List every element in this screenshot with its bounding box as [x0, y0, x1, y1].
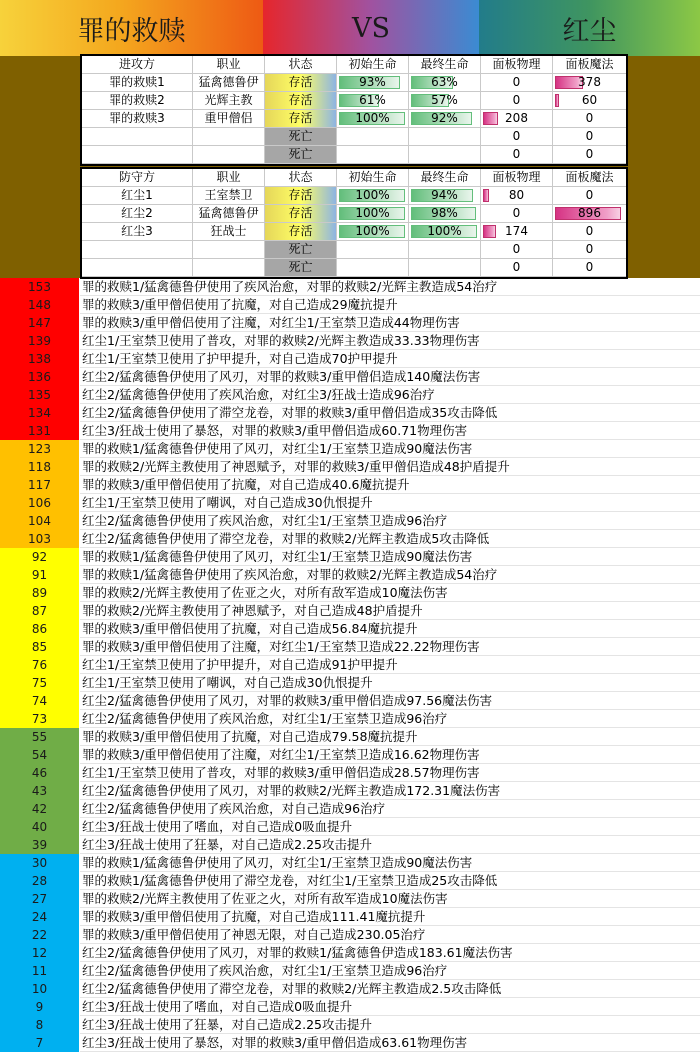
final-hp-value: 94% — [431, 188, 458, 202]
defense-table-header-cell: 最终生命 — [409, 169, 481, 187]
log-entry — [0, 746, 700, 764]
unit-class: 王室禁卫 — [193, 187, 265, 205]
attack-table-header-cell: 最终生命 — [409, 56, 481, 74]
defense-table-header-cell: 初始生命 — [337, 169, 409, 187]
initial-hp-value: 100% — [355, 111, 390, 125]
attack-table-row — [82, 146, 626, 164]
attack-table-header-cell: 进攻方 — [82, 56, 193, 74]
unit-name: 红尘2 — [82, 205, 193, 223]
log-text: 红尘1/王室禁卫使用了护甲提升，对自己造成70护甲提升 — [80, 350, 700, 368]
log-entry — [0, 638, 700, 656]
log-text: 罪的救赎1/猛禽德鲁伊使用了风刃，对红尘1/王室禁卫造成90魔法伤害 — [80, 440, 700, 458]
log-turn-number: 46 — [0, 764, 79, 782]
defense-table-header-cell: 状态 — [265, 169, 337, 187]
log-entry — [0, 314, 700, 332]
panel-physical — [481, 187, 553, 205]
initial-hp — [337, 241, 409, 259]
attack-table-header-cell: 初始生命 — [337, 56, 409, 74]
log-turn-number: 117 — [0, 476, 79, 494]
unit-name: 红尘1 — [82, 187, 193, 205]
panel-physical — [481, 241, 553, 259]
attacker-team-title: 罪的救赎 — [0, 0, 263, 56]
panel-physical — [481, 259, 553, 277]
log-text: 红尘2/猛禽德鲁伊使用了疾风治愈，对红尘1/王室禁卫造成96治疗 — [80, 710, 700, 728]
log-text: 红尘2/猛禽德鲁伊使用了风刃，对罪的救赎2/光辉主教造成172.31魔法伤害 — [80, 782, 700, 800]
defense-table-row — [82, 205, 626, 223]
log-turn-number: 42 — [0, 800, 79, 818]
final-hp — [409, 146, 481, 164]
log-text: 红尘1/王室禁卫使用了嘲讽，对自己造成30仇恨提升 — [80, 494, 700, 512]
log-turn-number: 136 — [0, 368, 79, 386]
log-entry — [0, 728, 700, 746]
unit-name: 罪的救赎3 — [82, 110, 193, 128]
initial-hp — [337, 259, 409, 277]
log-turn-number: 8 — [0, 1016, 79, 1034]
log-turn-number: 30 — [0, 854, 79, 872]
panel-magic-value: 0 — [585, 111, 594, 125]
unit-status: 存活 — [265, 187, 337, 205]
panel-physical-value: 0 — [512, 242, 521, 256]
attack-table-row — [82, 74, 626, 92]
panel-magic-value: 0 — [585, 242, 594, 256]
log-text: 红尘2/猛禽德鲁伊使用了滞空龙卷，对罪的救赎2/光辉主教造成5攻击降低 — [80, 530, 700, 548]
log-turn-number: 103 — [0, 530, 79, 548]
battle-header — [0, 0, 700, 56]
panel-physical-bar — [483, 112, 498, 125]
log-turn-number: 40 — [0, 818, 79, 836]
log-turn-number: 131 — [0, 422, 79, 440]
log-turn-number: 76 — [0, 656, 79, 674]
panel-magic-value: 896 — [578, 206, 601, 220]
log-entry — [0, 782, 700, 800]
log-entry — [0, 278, 700, 296]
final-hp-value: 92% — [431, 111, 458, 125]
log-entry — [0, 548, 700, 566]
panel-physical-value: 208 — [505, 111, 528, 125]
log-entry — [0, 1034, 700, 1052]
log-text: 罪的救赎1/猛禽德鲁伊使用了疾风治愈，对罪的救赎2/光辉主教造成54治疗 — [80, 566, 700, 584]
log-entry — [0, 422, 700, 440]
panel-magic — [553, 128, 626, 146]
defender-stats-table — [80, 167, 628, 279]
unit-class — [193, 146, 265, 164]
log-text: 红尘3/狂战士使用了嗜血，对自己造成0吸血提升 — [80, 998, 700, 1016]
unit-class: 光辉主教 — [193, 92, 265, 110]
log-entry — [0, 980, 700, 998]
log-text: 红尘3/狂战士使用了嗜血，对自己造成0吸血提升 — [80, 818, 700, 836]
attacker-stats-table — [80, 54, 628, 166]
log-text: 罪的救赎2/光辉主教使用了神恩赋予，对罪的救赎3/重甲僧侣造成48护盾提升 — [80, 458, 700, 476]
panel-magic-value: 0 — [585, 188, 594, 202]
log-entry — [0, 818, 700, 836]
panel-physical-value: 0 — [512, 129, 521, 143]
unit-class — [193, 259, 265, 277]
log-turn-number: 139 — [0, 332, 79, 350]
defense-table-header-cell: 面板魔法 — [553, 169, 626, 187]
log-text: 红尘3/狂战士使用了暴怒，对罪的救赎3/重甲僧侣造成63.61物理伤害 — [80, 1034, 700, 1052]
initial-hp — [337, 92, 409, 110]
unit-name — [82, 128, 193, 146]
log-turn-number: 12 — [0, 944, 79, 962]
final-hp-value: 57% — [431, 93, 458, 107]
panel-physical — [481, 110, 553, 128]
battle-log — [0, 278, 700, 1054]
log-turn-number: 55 — [0, 728, 79, 746]
final-hp — [409, 92, 481, 110]
log-turn-number: 74 — [0, 692, 79, 710]
log-turn-number: 91 — [0, 566, 79, 584]
unit-status: 存活 — [265, 223, 337, 241]
unit-status: 死亡 — [265, 146, 337, 164]
log-text: 罪的救赎3/重甲僧侣使用了注魔，对红尘1/王室禁卫造成16.62物理伤害 — [80, 746, 700, 764]
log-text: 罪的救赎2/光辉主教使用了佐亚之火，对所有敌军造成10魔法伤害 — [80, 584, 700, 602]
panel-magic — [553, 146, 626, 164]
log-entry — [0, 296, 700, 314]
log-turn-number: 153 — [0, 278, 79, 296]
log-turn-number: 106 — [0, 494, 79, 512]
panel-magic-value: 0 — [585, 260, 594, 274]
log-entry — [0, 908, 700, 926]
panel-magic — [553, 259, 626, 277]
unit-name: 罪的救赎2 — [82, 92, 193, 110]
panel-magic — [553, 223, 626, 241]
final-hp — [409, 110, 481, 128]
log-turn-number: 123 — [0, 440, 79, 458]
panel-physical — [481, 146, 553, 164]
versus-label: VS — [263, 0, 479, 56]
log-turn-number: 43 — [0, 782, 79, 800]
panel-physical-value: 0 — [512, 75, 521, 89]
log-entry — [0, 710, 700, 728]
panel-magic-value: 0 — [585, 129, 594, 143]
log-text: 罪的救赎1/猛禽德鲁伊使用了疾风治愈，对罪的救赎2/光辉主教造成54治疗 — [80, 278, 700, 296]
log-entry — [0, 368, 700, 386]
log-text: 罪的救赎1/猛禽德鲁伊使用了风刃，对红尘1/王室禁卫造成90魔法伤害 — [80, 548, 700, 566]
log-entry — [0, 656, 700, 674]
defense-table-row — [82, 223, 626, 241]
log-text: 红尘3/狂战士使用了狂暴，对自己造成2.25攻击提升 — [80, 836, 700, 854]
log-turn-number: 24 — [0, 908, 79, 926]
log-text: 罪的救赎3/重甲僧侣使用了抗魔，对自己造成79.58魔抗提升 — [80, 728, 700, 746]
final-hp-value: 98% — [431, 206, 458, 220]
log-text: 罪的救赎3/重甲僧侣使用了抗魔，对自己造成40.6魔抗提升 — [80, 476, 700, 494]
log-text: 罪的救赎3/重甲僧侣使用了抗魔，对自己造成29魔抗提升 — [80, 296, 700, 314]
attack-table-header-cell: 职业 — [193, 56, 265, 74]
log-entry — [0, 404, 700, 422]
log-turn-number: 75 — [0, 674, 79, 692]
log-entry — [0, 890, 700, 908]
log-entry — [0, 602, 700, 620]
defense-table-row — [82, 187, 626, 205]
defender-team-title: 红尘 — [479, 0, 700, 56]
final-hp — [409, 187, 481, 205]
log-text: 罪的救赎3/重甲僧侣使用了抗魔，对自己造成111.41魔抗提升 — [80, 908, 700, 926]
log-text: 红尘2/猛禽德鲁伊使用了风刃，对罪的救赎3/重甲僧侣造成140魔法伤害 — [80, 368, 700, 386]
log-text: 红尘1/王室禁卫使用了护甲提升，对自己造成91护甲提升 — [80, 656, 700, 674]
unit-status: 存活 — [265, 205, 337, 223]
log-entry — [0, 836, 700, 854]
panel-physical-value: 174 — [505, 224, 528, 238]
log-entry — [0, 872, 700, 890]
log-text: 罪的救赎3/重甲僧侣使用了注魔，对红尘1/王室禁卫造成44物理伤害 — [80, 314, 700, 332]
panel-magic — [553, 110, 626, 128]
attack-table-header-cell: 面板魔法 — [553, 56, 626, 74]
defense-table-header-cell: 职业 — [193, 169, 265, 187]
panel-physical-bar — [483, 189, 489, 202]
log-text: 红尘3/狂战士使用了狂暴，对自己造成2.25攻击提升 — [80, 1016, 700, 1034]
log-text: 红尘2/猛禽德鲁伊使用了风刃，对罪的救赎3/重甲僧侣造成97.56魔法伤害 — [80, 692, 700, 710]
panel-magic — [553, 92, 626, 110]
final-hp — [409, 205, 481, 223]
log-entry — [0, 944, 700, 962]
attack-table-header-cell: 状态 — [265, 56, 337, 74]
unit-class: 狂战士 — [193, 223, 265, 241]
log-text: 红尘2/猛禽德鲁伊使用了疾风治愈，对红尘1/王室禁卫造成96治疗 — [80, 512, 700, 530]
log-entry — [0, 620, 700, 638]
unit-status: 存活 — [265, 110, 337, 128]
unit-name — [82, 241, 193, 259]
log-entry — [0, 800, 700, 818]
log-entry — [0, 584, 700, 602]
log-text: 红尘1/王室禁卫使用了嘲讽，对自己造成30仇恨提升 — [80, 674, 700, 692]
initial-hp-value: 100% — [355, 224, 390, 238]
initial-hp — [337, 74, 409, 92]
unit-status: 死亡 — [265, 128, 337, 146]
log-text: 红尘2/猛禽德鲁伊使用了风刃，对罪的救赎1/猛禽德鲁伊造成183.61魔法伤害 — [80, 944, 700, 962]
panel-magic-value: 378 — [578, 75, 601, 89]
log-entry — [0, 386, 700, 404]
log-turn-number: 86 — [0, 620, 79, 638]
log-turn-number: 147 — [0, 314, 79, 332]
final-hp-value: 63% — [431, 75, 458, 89]
defense-table-row — [82, 241, 626, 259]
panel-magic-bar — [555, 94, 559, 107]
panel-magic-value: 60 — [581, 93, 598, 107]
log-entry — [0, 674, 700, 692]
unit-status: 存活 — [265, 92, 337, 110]
panel-physical-value: 0 — [512, 260, 521, 274]
log-turn-number: 22 — [0, 926, 79, 944]
log-text: 红尘3/狂战士使用了暴怒，对罪的救赎3/重甲僧侣造成60.71物理伤害 — [80, 422, 700, 440]
log-entry — [0, 1016, 700, 1034]
unit-class — [193, 241, 265, 259]
log-text: 红尘1/王室禁卫使用了普攻，对罪的救赎2/光辉主教造成33.33物理伤害 — [80, 332, 700, 350]
log-entry — [0, 998, 700, 1016]
panel-physical-bar — [483, 225, 496, 238]
log-entry — [0, 566, 700, 584]
unit-status: 存活 — [265, 74, 337, 92]
unit-name: 红尘3 — [82, 223, 193, 241]
log-turn-number: 134 — [0, 404, 79, 422]
defense-table-header-cell: 面板物理 — [481, 169, 553, 187]
initial-hp-value: 100% — [355, 188, 390, 202]
panel-physical-value: 0 — [512, 206, 521, 220]
panel-physical — [481, 223, 553, 241]
attack-table-row — [82, 128, 626, 146]
log-text: 红尘2/猛禽德鲁伊使用了疾风治愈，对自己造成96治疗 — [80, 800, 700, 818]
initial-hp-value: 93% — [359, 75, 386, 89]
final-hp — [409, 223, 481, 241]
log-turn-number: 54 — [0, 746, 79, 764]
log-turn-number: 28 — [0, 872, 79, 890]
log-text: 红尘2/猛禽德鲁伊使用了疾风治愈，对红尘1/王室禁卫造成96治疗 — [80, 962, 700, 980]
log-entry — [0, 512, 700, 530]
log-turn-number: 27 — [0, 890, 79, 908]
log-entry — [0, 350, 700, 368]
log-text: 红尘2/猛禽德鲁伊使用了滞空龙卷，对罪的救赎2/光辉主教造成2.5攻击降低 — [80, 980, 700, 998]
defense-table-header-cell: 防守方 — [82, 169, 193, 187]
log-turn-number: 135 — [0, 386, 79, 404]
final-hp — [409, 241, 481, 259]
log-entry — [0, 440, 700, 458]
unit-name — [82, 259, 193, 277]
final-hp — [409, 128, 481, 146]
unit-name — [82, 146, 193, 164]
unit-status: 死亡 — [265, 241, 337, 259]
final-hp — [409, 74, 481, 92]
log-text: 红尘2/猛禽德鲁伊使用了滞空龙卷，对罪的救赎3/重甲僧侣造成35攻击降低 — [80, 404, 700, 422]
panel-physical — [481, 128, 553, 146]
panel-magic — [553, 187, 626, 205]
panel-magic — [553, 241, 626, 259]
log-turn-number: 39 — [0, 836, 79, 854]
log-turn-number: 118 — [0, 458, 79, 476]
log-text: 罪的救赎3/重甲僧侣使用了神恩无限，对自己造成230.05治疗 — [80, 926, 700, 944]
attack-table-header-row — [82, 56, 626, 74]
log-text: 罪的救赎1/猛禽德鲁伊使用了滞空龙卷，对红尘1/王室禁卫造成25攻击降低 — [80, 872, 700, 890]
log-turn-number: 104 — [0, 512, 79, 530]
log-entry — [0, 854, 700, 872]
unit-status: 死亡 — [265, 259, 337, 277]
log-turn-number: 11 — [0, 962, 79, 980]
attack-table-header-cell: 面板物理 — [481, 56, 553, 74]
attack-table-row — [82, 92, 626, 110]
initial-hp-value: 61% — [359, 93, 386, 107]
log-text: 罪的救赎2/光辉主教使用了佐亚之火，对所有敌军造成10魔法伤害 — [80, 890, 700, 908]
defense-table-header-row — [82, 169, 626, 187]
log-entry — [0, 692, 700, 710]
log-turn-number: 89 — [0, 584, 79, 602]
log-turn-number: 7 — [0, 1034, 79, 1052]
unit-class: 猛禽德鲁伊 — [193, 74, 265, 92]
initial-hp — [337, 205, 409, 223]
unit-name: 罪的救赎1 — [82, 74, 193, 92]
log-entry — [0, 458, 700, 476]
initial-hp — [337, 128, 409, 146]
panel-physical-value: 0 — [512, 93, 521, 107]
log-text: 罪的救赎2/光辉主教使用了神恩赋予，对自己造成48护盾提升 — [80, 602, 700, 620]
panel-physical — [481, 92, 553, 110]
log-turn-number: 138 — [0, 350, 79, 368]
unit-class: 猛禽德鲁伊 — [193, 205, 265, 223]
initial-hp — [337, 223, 409, 241]
panel-physical — [481, 74, 553, 92]
log-text: 罪的救赎3/重甲僧侣使用了抗魔，对自己造成56.84魔抗提升 — [80, 620, 700, 638]
log-text: 罪的救赎3/重甲僧侣使用了注魔，对红尘1/王室禁卫造成22.22物理伤害 — [80, 638, 700, 656]
log-turn-number: 87 — [0, 602, 79, 620]
defense-table-row — [82, 259, 626, 277]
panel-magic — [553, 205, 626, 223]
unit-class: 重甲僧侣 — [193, 110, 265, 128]
panel-physical — [481, 205, 553, 223]
final-hp-value: 100% — [427, 224, 462, 238]
log-turn-number: 92 — [0, 548, 79, 566]
log-text: 罪的救赎1/猛禽德鲁伊使用了风刃，对红尘1/王室禁卫造成90魔法伤害 — [80, 854, 700, 872]
log-turn-number: 148 — [0, 296, 79, 314]
log-entry — [0, 962, 700, 980]
log-entry — [0, 926, 700, 944]
panel-magic-value: 0 — [585, 224, 594, 238]
log-turn-number: 10 — [0, 980, 79, 998]
log-text: 红尘2/猛禽德鲁伊使用了疾风治愈，对红尘3/狂战士造成96治疗 — [80, 386, 700, 404]
log-turn-number: 73 — [0, 710, 79, 728]
panel-physical-value: 80 — [508, 188, 525, 202]
log-text: 红尘1/王室禁卫使用了普攻，对罪的救赎3/重甲僧侣造成28.57物理伤害 — [80, 764, 700, 782]
initial-hp — [337, 146, 409, 164]
log-entry — [0, 494, 700, 512]
final-hp — [409, 259, 481, 277]
log-turn-number: 85 — [0, 638, 79, 656]
log-turn-number: 9 — [0, 998, 79, 1016]
panel-magic-value: 0 — [585, 147, 594, 161]
panel-magic — [553, 74, 626, 92]
initial-hp-value: 100% — [355, 206, 390, 220]
log-entry — [0, 530, 700, 548]
initial-hp — [337, 187, 409, 205]
initial-hp — [337, 110, 409, 128]
panel-physical-value: 0 — [512, 147, 521, 161]
attack-table-row — [82, 110, 626, 128]
log-entry — [0, 476, 700, 494]
unit-class — [193, 128, 265, 146]
log-entry — [0, 764, 700, 782]
log-entry — [0, 332, 700, 350]
